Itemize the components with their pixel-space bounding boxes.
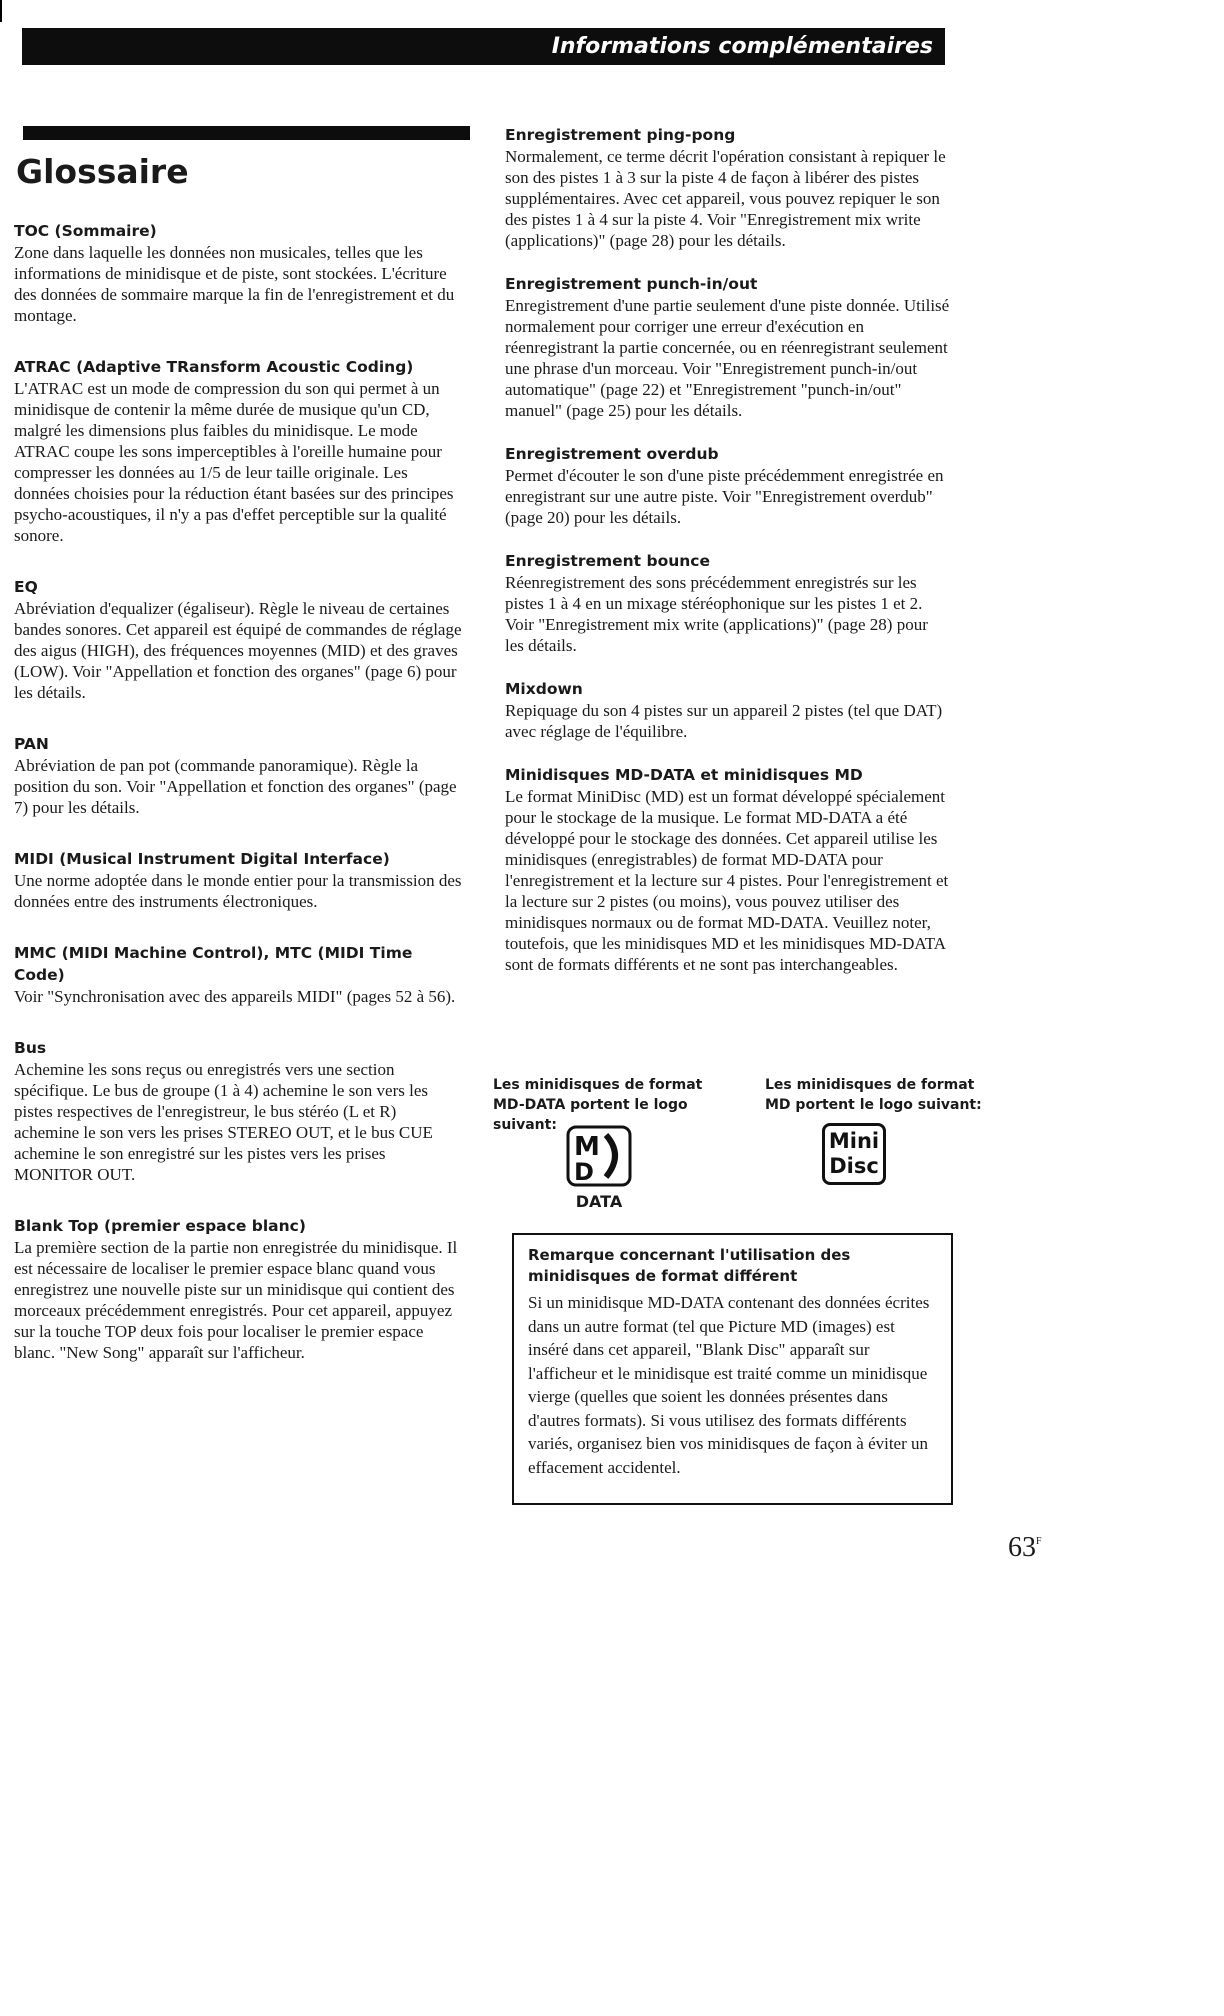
glossary-term: Enregistrement ping-pong	[505, 126, 736, 144]
glossary-term: Enregistrement overdub	[505, 445, 719, 463]
glossary-definition: Achemine les sons reçus ou enregistrés vers une section spécifique. Le bus de groupe (1 à 4) achemine le son vers les pistes respectives de l'enregistreur, le bus stéréo (L et R) achemine le son vers les prises STEREO OUT, et le bus CUE achemine le son enregistré sur les pistes vers les prises MONITOR OUT.	[14, 1060, 433, 1184]
format-logos	[493, 1075, 993, 1215]
glossary-term: Enregistrement punch-in/out	[505, 275, 758, 293]
glossary-definition: Abréviation de pan pot (commande panoramique). Règle la position du son. Voir "Appellation et fonction des organes" (page 7) pour les détails.	[14, 756, 457, 817]
glossary-right-column	[505, 124, 950, 997]
glossary-entry	[505, 124, 950, 251]
md-data-logo-letter-m: M	[574, 1132, 600, 1162]
note-box	[512, 1233, 953, 1505]
glossary-definition: Une norme adoptée dans le monde entier pour la transmission des données entre des instruments électroniques.	[14, 871, 462, 911]
glossary-definition: L'ATRAC est un mode de compression du son qui permet à un minidisque de contenir la même durée de musique qu'un CD, malgré les dimensions plus faibles du minidisque. Le mode ATRAC coupe les sons imperceptibles à l'oreille humaine pour compresser les données au 1/5 de leur taille originale. Les données choisies pour la réduction étant basées sur des principes psycho-acoustiques, il n'y a pas d'effet perceptible sur la qualité sonore.	[14, 379, 454, 545]
md-data-logo-icon	[566, 1125, 632, 1187]
page-number-suffix: F	[1036, 1536, 1042, 1547]
glossary-definition: Voir "Synchronisation avec des appareils MIDI" (pages 52 à 56).	[14, 987, 456, 1006]
glossary-term: Enregistrement bounce	[505, 552, 710, 570]
minidisc-logo-line1: Mini	[828, 1129, 880, 1153]
glossary-definition: Zone dans laquelle les données non musicales, telles que les informations de minidisque et de piste, sont stockées. L'écriture des données de sommaire marque la fin de l'enregistrement et du montage.	[14, 243, 455, 325]
glossary-definition: Repiquage du son 4 pistes sur un appareil 2 pistes (tel que DAT) avec réglage de l'équilibre.	[505, 701, 943, 741]
glossary-entry	[0, 848, 464, 912]
glossary-entry	[0, 576, 464, 703]
glossary-entry	[505, 678, 950, 742]
glossary-term: Bus	[14, 1039, 47, 1057]
section-header-bar	[22, 28, 945, 65]
glossary-definition: Normalement, ce terme décrit l'opération consistant à repiquer le son des pistes 1 à 3 sur la piste 4 de façon à libérer des pistes supplémentaires. Avec cet appareil, vous pouvez repiquer le son des pistes 1 à 4 sur la piste 4. Voir "Enregistrement mix write (applications)" (page 28) pour les détails.	[505, 147, 946, 250]
glossary-entry	[0, 220, 464, 326]
note-text: Si un minidisque MD-DATA contenant des données écrites dans un autre format (tel que Picture MD (images) est inséré dans cet appareil, "Blank Disc" apparaît sur l'afficheur et le minidisque est traité comme un minidisque vierge (quelles que soient les données présentes dans d'autres formats). Si vous utilisez des formats différents variés, organisez bien vos minidisques de façon à éviter un effacement accidentel.	[528, 1293, 930, 1477]
glossary-definition: Permet d'écouter le son d'une piste précédemment enregistrée en enregistrant sur une autre piste. Voir "Enregistrement overdub" (page 20) pour les détails.	[505, 466, 944, 527]
glossary-entry	[0, 942, 464, 1007]
glossary-term: TOC (Sommaire)	[14, 222, 157, 240]
title-rule	[23, 126, 470, 140]
page-title: Glossaire	[16, 152, 189, 191]
minidisc-logo-caption: Les minidisques de format MD portent le logo suivant:	[765, 1077, 982, 1113]
page-number-value: 63	[1008, 1532, 1036, 1563]
glossary-definition: Enregistrement d'une partie seulement d'une piste donnée. Utilisé normalement pour corriger une erreur d'exécution en réenregistrant la partie concernée, ou en réenregistrant seulement une phrase d'un morceau. Voir "Enregistrement punch-in/out automatique" (page 22) et "Enregistrement "punch-in/out" manuel" (page 25) pour les détails.	[505, 296, 950, 420]
minidisc-logo-line2: Disc	[829, 1154, 879, 1178]
glossary-term: Mixdown	[505, 680, 583, 698]
glossary-entry	[505, 764, 950, 975]
glossary-term: MIDI (Musical Instrument Digital Interface)	[14, 850, 390, 868]
md-data-logo-label: DATA	[575, 1192, 623, 1211]
minidisc-logo	[822, 1123, 892, 1191]
glossary-term: PAN	[14, 735, 49, 753]
corner-mark	[0, 0, 2, 22]
glossary-left-column	[0, 126, 470, 1393]
page-number	[1008, 1532, 1042, 1564]
glossary-definition: Abréviation d'equalizer (égaliseur). Règle le niveau de certaines bandes sonores. Cet appareil est équipé de commandes de réglage des aigus (HIGH), des fréquences moyennes (MID) et des graves (LOW). Voir "Appellation et fonction des organes" (page 6) pour les détails.	[14, 599, 462, 702]
md-data-logo-letter-d: D	[574, 1158, 594, 1186]
md-data-logo-caption: Les minidisques de format MD-DATA portent le logo suivant:	[493, 1077, 703, 1133]
glossary-term: ATRAC (Adaptive TRansform Acoustic Coding)	[14, 358, 414, 376]
glossary-definition: Le format MiniDisc (MD) est un format développé spécialement pour le stockage de la musique. Le format MD-DATA a été développé pour le stockage des données. Cet appareil utilise les minidisques (enregistrables) de format MD-DATA pour l'enregistrement et la lecture sur 4 pistes. Pour l'enregistrement et la lecture sur 2 pistes (ou moins), vous pouvez utiliser des minidisques normaux ou de format MD-DATA. Veuillez noter, toutefois, que les minidisques MD et les minidisques MD-DATA sont de formats différents et ne sont pas interchangeables.	[505, 787, 949, 974]
glossary-entry	[505, 273, 950, 421]
glossary-entry	[505, 550, 950, 656]
glossary-term: MMC (MIDI Machine Control), MTC (MIDI Time Code)	[14, 944, 413, 984]
glossary-term: EQ	[14, 578, 38, 596]
glossary-entry	[0, 1215, 464, 1363]
glossary-definition: Réenregistrement des sons précédemment enregistrés sur les pistes 1 à 4 en un mixage stéréophonique sur les pistes 1 et 2. Voir "Enregistrement mix write (applications)" (page 28) pour les détails.	[505, 573, 928, 655]
glossary-entry	[505, 443, 950, 528]
glossary-entry	[0, 1037, 464, 1185]
section-header-title: Informations complémentaires	[551, 34, 933, 59]
glossary-entry	[0, 733, 464, 818]
glossary-entry	[0, 356, 464, 546]
glossary-definition: La première section de la partie non enregistrée du minidisque. Il est nécessaire de localiser le premier espace blanc quand vous enregistrez une nouvelle piste sur un minidisque qui contient des morceaux précédemment enregistrés. Pour cet appareil, appuyez sur la touche TOP deux fois pour localiser le premier espace blanc. "New Song" apparaît sur l'afficheur.	[14, 1238, 458, 1362]
md-data-logo	[566, 1125, 632, 1209]
glossary-term: Minidisques MD-DATA et minidisques MD	[505, 766, 863, 784]
note-title: Remarque concernant l'utilisation des minidisques de format différent	[528, 1246, 851, 1285]
glossary-term: Blank Top (premier espace blanc)	[14, 1217, 306, 1235]
